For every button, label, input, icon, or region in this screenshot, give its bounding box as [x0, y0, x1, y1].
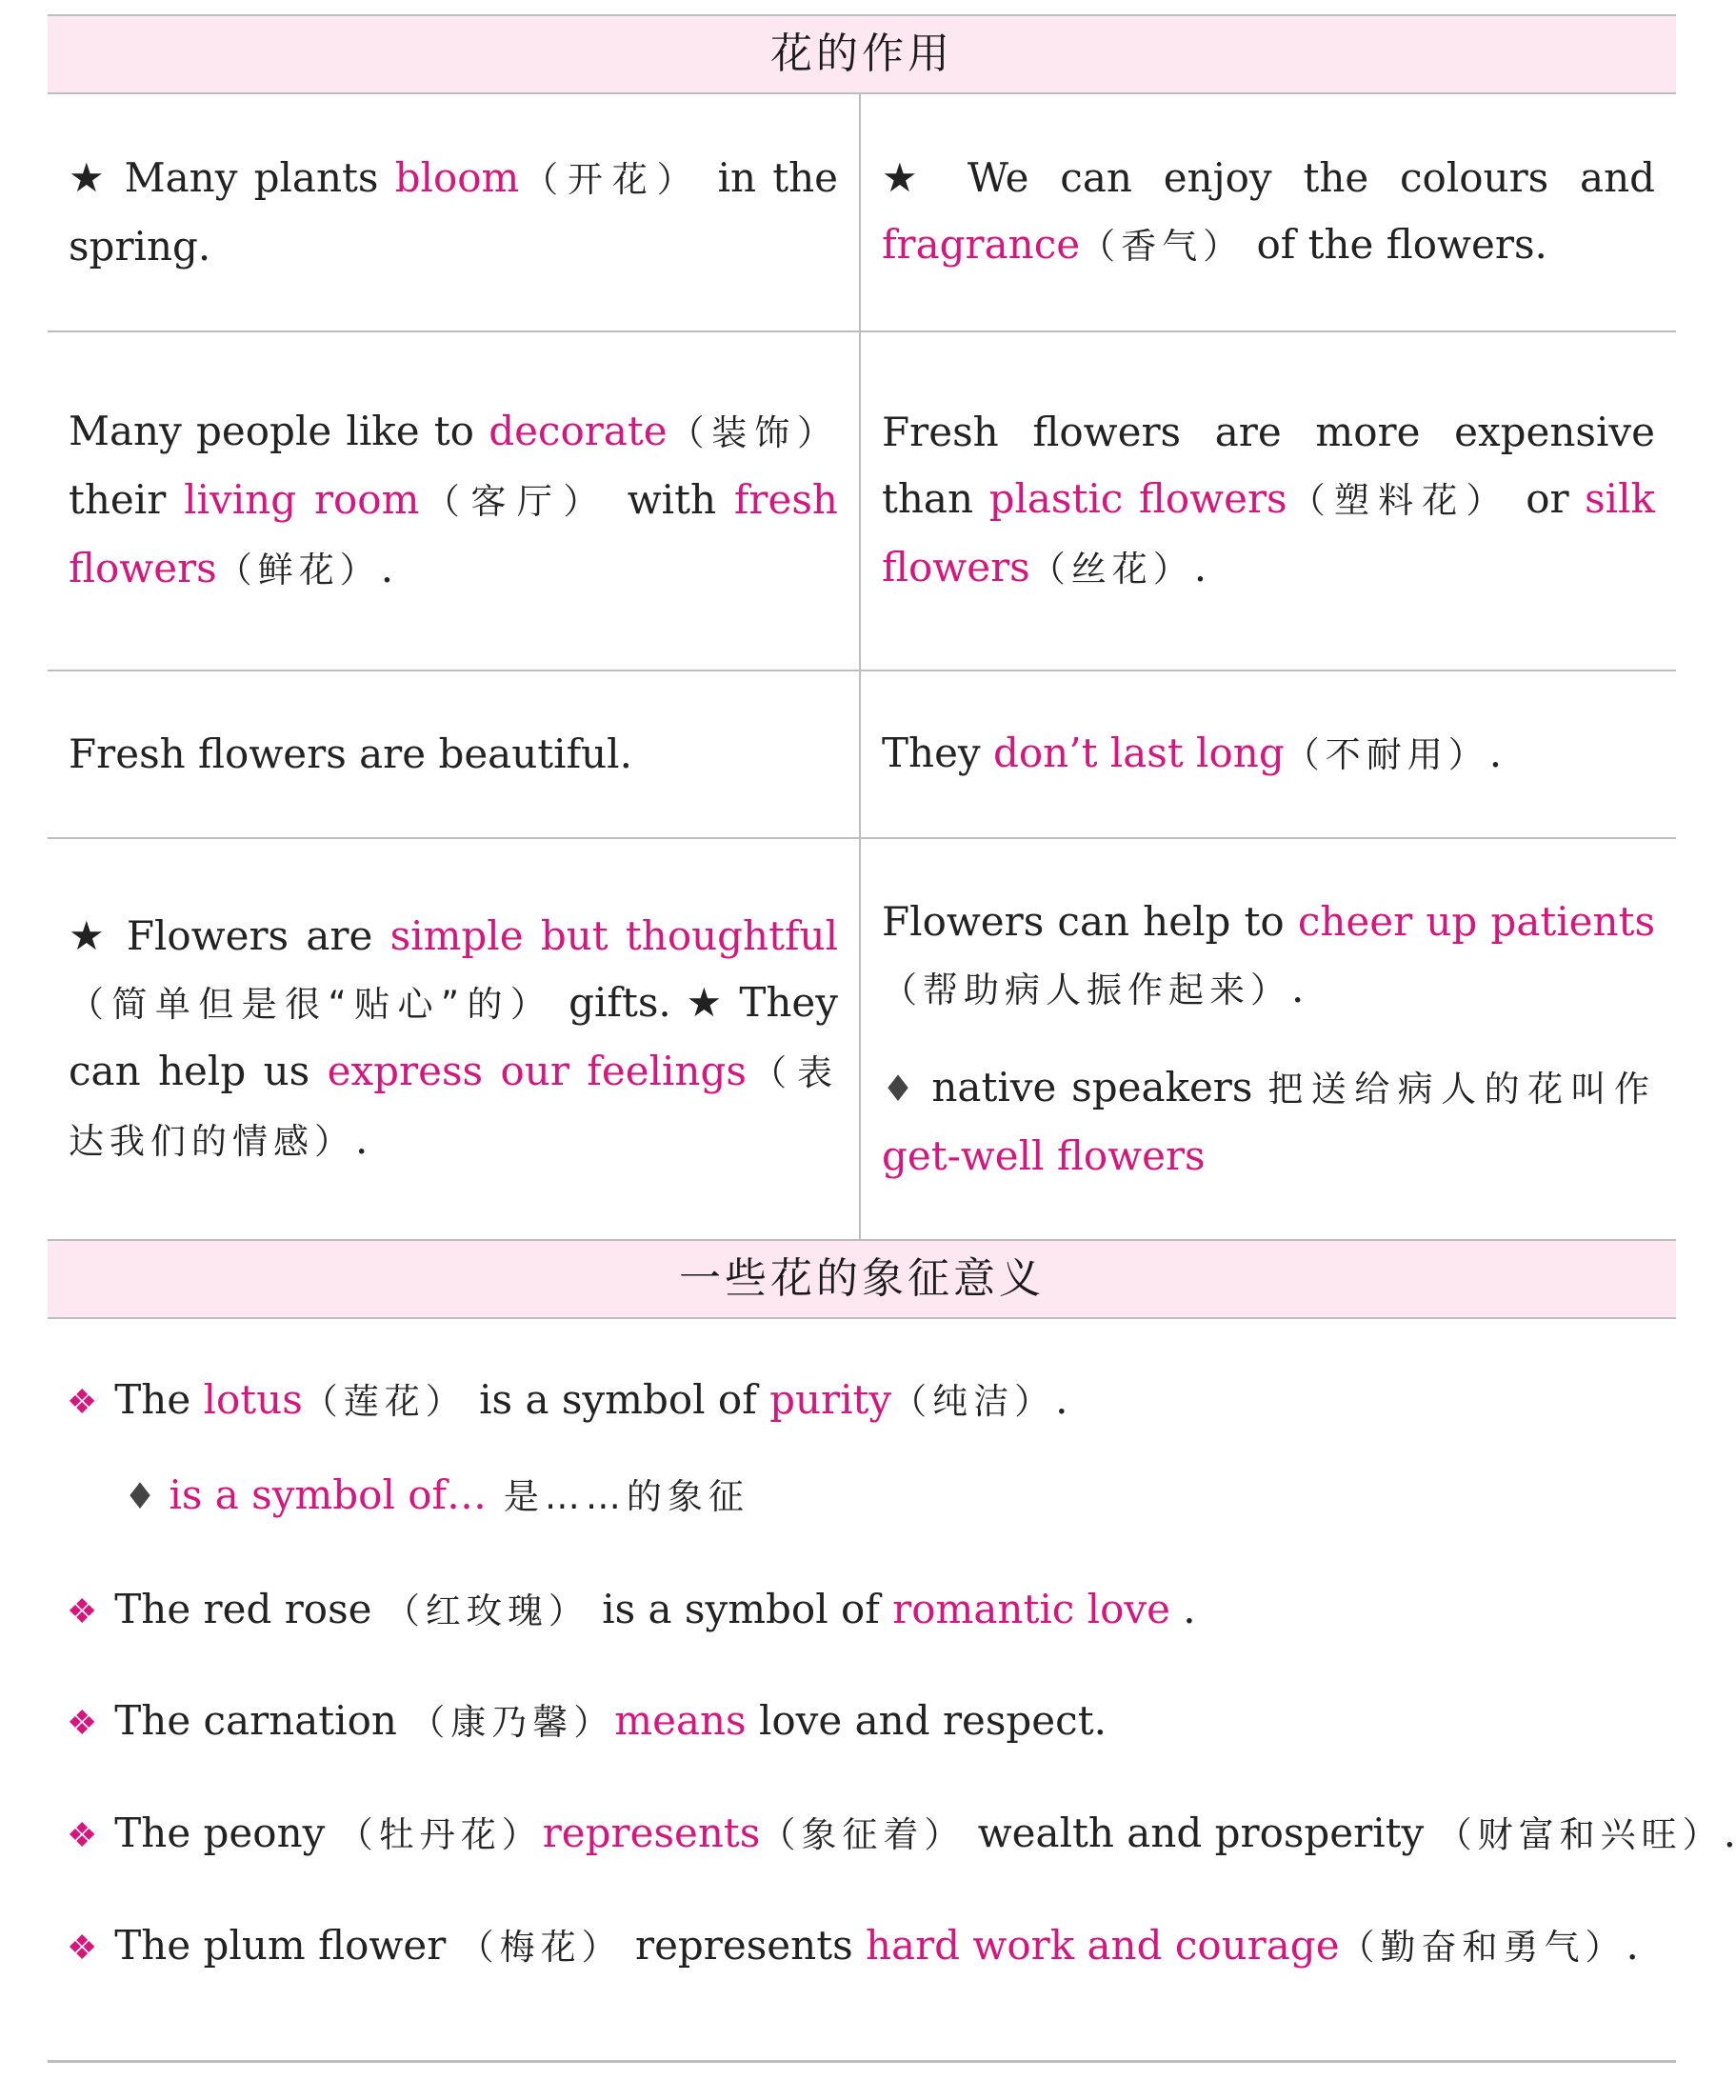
bullet-icon: ❖ — [67, 1816, 98, 1855]
gloss: （客厅） — [419, 481, 609, 522]
list-item — [67, 1805, 1736, 1865]
text: their — [69, 476, 185, 523]
gloss: （塑料花） — [1287, 480, 1510, 521]
cell-r3-left — [48, 671, 861, 839]
text: The carnation — [114, 1697, 410, 1744]
keyword: don’t last long — [993, 730, 1285, 776]
gloss: （简单但是很“贴心”的） — [69, 984, 554, 1025]
gloss: （象征着） — [760, 1814, 966, 1855]
text: Flowers are — [109, 912, 390, 959]
section-title-flower-uses: 花的作用 — [48, 14, 1676, 94]
text: in the spring. — [69, 154, 838, 270]
text: . — [380, 545, 394, 591]
bullet-icon: ❖ — [67, 1592, 98, 1631]
usage-note — [882, 1054, 1655, 1190]
cell-r4-right — [861, 839, 1676, 1239]
text: gifts. — [553, 979, 687, 1026]
cell-r1-right — [861, 94, 1676, 332]
gloss: （香气） — [1080, 226, 1245, 267]
keyword: lotus — [203, 1376, 303, 1423]
keyword: fresh flowers — [69, 476, 838, 591]
text: Many people like to — [69, 408, 489, 454]
keyword: fragrance — [882, 221, 1081, 268]
sentence — [69, 903, 838, 1175]
text: . — [1193, 544, 1207, 590]
text: The red rose — [114, 1586, 385, 1632]
text: or — [1509, 475, 1586, 522]
uses-table — [48, 94, 1676, 1239]
sentence — [69, 398, 838, 604]
diamond-icon: ♦ — [124, 1475, 157, 1517]
gloss: （财富和兴旺） — [1436, 1814, 1724, 1855]
usage-note — [124, 1467, 749, 1526]
keyword: represents — [542, 1810, 761, 1856]
keyword: cheer up patients — [1297, 898, 1656, 945]
text: . — [1169, 1586, 1196, 1632]
gloss: （红玫瑰） — [384, 1590, 589, 1631]
star-icon: ★ — [69, 154, 109, 201]
text: is a symbol of — [466, 1376, 770, 1423]
keyword: plastic flowers — [988, 475, 1287, 522]
text: . — [355, 1116, 369, 1163]
sentence — [882, 399, 1655, 603]
text: . — [1291, 965, 1305, 1011]
cell-r3-right — [861, 671, 1676, 839]
keyword: silk flowers — [882, 475, 1655, 590]
cell-r2-right — [861, 332, 1676, 671]
list-item — [67, 1692, 1107, 1752]
keyword: romantic love — [892, 1586, 1170, 1632]
text: . — [1723, 1810, 1736, 1856]
list-item — [67, 1581, 1196, 1641]
section-title-flower-symbolism: 一些花的象征意义 — [48, 1239, 1676, 1319]
text: Fresh flowers are more expensive than — [882, 409, 1655, 522]
keyword: bloom — [394, 154, 520, 201]
text: Flowers can help to — [882, 898, 1298, 945]
text: represents — [622, 1922, 866, 1969]
gloss: （莲花） — [302, 1381, 467, 1422]
star-icon: ★ — [69, 912, 110, 959]
text: Fresh flowers are beautiful. — [69, 730, 632, 777]
text: is a symbol of — [589, 1586, 893, 1632]
bullet-icon: ❖ — [67, 1704, 98, 1743]
text: The peony — [114, 1810, 338, 1856]
text: The — [114, 1376, 204, 1423]
list-item — [67, 1371, 1068, 1431]
keyword: purity — [769, 1376, 892, 1423]
sentence — [882, 145, 1655, 280]
gloss: 把送给病人的花叫作 — [1267, 1069, 1656, 1110]
gloss: （纯洁） — [891, 1381, 1056, 1422]
keyword: simple but thoughtful — [389, 912, 839, 959]
text: . — [1626, 1922, 1639, 1969]
sentence — [882, 720, 1655, 789]
keyword: get-well flowers — [882, 1132, 1206, 1179]
gloss: （装饰） — [667, 412, 839, 453]
keyword: living room — [184, 476, 420, 523]
gloss: （帮助病人振作起来） — [882, 970, 1291, 1010]
keyword: express our feelings — [327, 1048, 747, 1094]
cell-r2-left — [48, 332, 861, 671]
gloss: （丝花） — [1029, 549, 1194, 590]
text: of the flowers. — [1244, 221, 1547, 268]
gloss: （开花） — [519, 159, 702, 200]
sentence — [69, 145, 838, 280]
bullet-icon: ❖ — [67, 1383, 98, 1422]
sentence — [882, 889, 1655, 1024]
sentence — [69, 721, 838, 788]
text: wealth and prosperity — [965, 1810, 1437, 1856]
cell-r1-left — [48, 94, 861, 332]
gloss: （鲜花） — [216, 550, 381, 590]
keyword: means — [614, 1697, 747, 1744]
text: Many plants — [108, 154, 395, 201]
gloss: （不耐用） — [1284, 734, 1489, 775]
text: We can enjoy the colours and — [936, 154, 1655, 201]
star-icon: ★ — [882, 154, 937, 201]
diamond-icon: ♦ — [882, 1068, 917, 1110]
gloss: （表达我们的情感） — [69, 1052, 838, 1162]
keyword: is a symbol of… — [169, 1471, 488, 1518]
text: They can help us — [69, 979, 839, 1094]
text: . — [1055, 1376, 1068, 1423]
bullet-icon: ❖ — [67, 1929, 98, 1968]
text: native speakers — [916, 1064, 1268, 1110]
text: with — [609, 476, 734, 523]
page — [48, 14, 1736, 2100]
symbolism-list — [48, 1319, 1736, 2100]
text: . — [1488, 730, 1503, 776]
text: They — [882, 730, 993, 776]
gloss: 是……的象征 — [487, 1476, 749, 1517]
list-item — [67, 1917, 1639, 1977]
gloss: （牡丹花） — [337, 1814, 543, 1855]
text: love and respect. — [746, 1697, 1107, 1744]
cell-r4-left — [48, 839, 861, 1239]
star-icon: ★ — [686, 979, 725, 1026]
keyword: decorate — [489, 408, 668, 454]
gloss: （梅花） — [458, 1927, 623, 1968]
text: The plum flower — [114, 1922, 459, 1969]
gloss: （康乃馨） — [409, 1702, 615, 1743]
keyword: hard work and courage — [865, 1922, 1340, 1969]
bottom-divider — [48, 2060, 1676, 2063]
gloss: （勤奋和勇气） — [1339, 1927, 1626, 1968]
